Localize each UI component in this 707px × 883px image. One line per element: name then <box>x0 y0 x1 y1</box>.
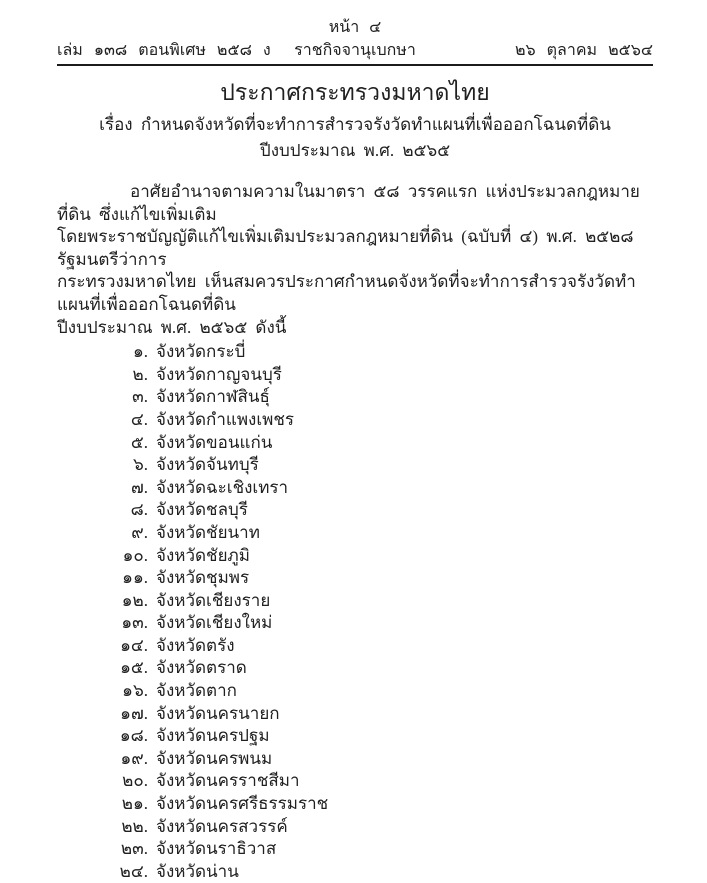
province-name: จังหวัดขอนแก่น <box>156 432 273 452</box>
province-list-item <box>57 432 653 455</box>
province-list-item <box>57 477 653 500</box>
province-number: ๒. <box>132 364 148 384</box>
province-name: จังหวัดจันทบุรี <box>156 455 259 475</box>
province-name: จังหวัดชัยภูมิ <box>156 545 250 565</box>
province-list-item <box>57 590 653 613</box>
paragraph-line: อาศัยอำนาจตามความในมาตรา ๕๘ วรรคแรก แห่งประมวลกฎหมายที่ดิน ซึ่งแก้ไขเพิ่มเติม <box>57 182 640 224</box>
province-list-item <box>57 545 653 568</box>
province-name: จังหวัดชลบุรี <box>156 500 248 520</box>
province-name: จังหวัดฉะเชิงเทรา <box>156 477 289 497</box>
province-number: ๑๗. <box>120 703 148 723</box>
province-number: ๑๑. <box>122 568 148 588</box>
province-name: จังหวัดกาฬสินธุ์ <box>156 387 270 407</box>
province-name: จังหวัดน่าน <box>156 861 239 881</box>
province-list-item <box>57 386 653 409</box>
province-number: ๑๙. <box>120 748 148 768</box>
province-list-item <box>57 612 653 635</box>
province-number: ๔. <box>130 409 148 429</box>
province-list-item <box>57 364 653 387</box>
province-number: ๑๕. <box>120 658 148 678</box>
province-list-item <box>57 816 653 839</box>
province-name: จังหวัดชุมพร <box>156 568 250 588</box>
province-list-item <box>57 657 653 680</box>
province-name: จังหวัดตรัง <box>156 635 235 655</box>
paragraph-line: กระทรวงมหาดไทย เห็นสมควรประกาศกำหนดจังหวัดที่จะทำการสำรวจรังวัดทำแผนที่เพื่อออกโฉนดที่ดิน <box>57 272 636 314</box>
province-list-item <box>57 454 653 477</box>
province-number: ๗. <box>130 477 148 497</box>
province-name: จังหวัดชัยนาท <box>156 522 260 542</box>
header-rule <box>57 64 653 66</box>
province-number: ๓. <box>132 387 148 407</box>
province-name: จังหวัดตราด <box>156 658 247 678</box>
province-number: ๑๔. <box>120 635 148 655</box>
province-number: ๕. <box>130 432 148 452</box>
province-name: จังหวัดนราธิวาส <box>156 839 277 859</box>
province-name: จังหวัดกระบี่ <box>156 342 246 362</box>
page-number: หน้า ๔ <box>328 19 382 36</box>
gazette-name: ราชกิจจานุเบกษา <box>294 42 416 59</box>
province-name: จังหวัดนครสวรรค์ <box>156 816 288 836</box>
province-name: จังหวัดตาก <box>156 681 237 701</box>
province-list-item <box>57 748 653 771</box>
province-name: จังหวัดนครราชสีมา <box>156 771 300 791</box>
province-number: ๑. <box>132 342 148 362</box>
province-number: ๑๓. <box>121 613 148 633</box>
province-number: ๒๔. <box>119 861 148 881</box>
province-number: ๘. <box>130 500 148 520</box>
province-list-item <box>57 793 653 816</box>
province-list-item <box>57 567 653 590</box>
province-list-item <box>57 838 653 861</box>
province-list-item <box>57 409 653 432</box>
province-number: ๑๒. <box>121 590 148 610</box>
publication-date: ๒๖ ตุลาคม ๒๕๖๔ <box>514 42 653 59</box>
province-number: ๑๖. <box>122 681 148 701</box>
province-name: จังหวัดกำแพงเพชร <box>156 409 295 429</box>
paragraph-line: โดยพระราชบัญญัติแก้ไขเพิ่มเติมประมวลกฎหมายที่ดิน (ฉบับที่ ๔) พ.ศ. ๒๕๒๘ รัฐมนตรีว่าการ <box>57 227 634 269</box>
province-number: ๒๑. <box>121 794 148 814</box>
province-name: จังหวัดกาญจนบุรี <box>156 364 282 384</box>
announcement-subject: เรื่อง กำหนดจังหวัดที่จะทำการสำรวจรังวัดทำแผนที่เพื่อออกโฉนดที่ดิน <box>99 115 611 134</box>
province-number: ๒๐. <box>122 771 148 791</box>
province-number: ๑๐. <box>122 545 148 565</box>
province-number: ๖. <box>132 455 148 475</box>
province-name: จังหวัดนครนายก <box>156 703 280 723</box>
province-list-item <box>57 680 653 703</box>
province-list-item <box>57 499 653 522</box>
announcement-title: ประกาศกระทรวงมหาดไทย <box>220 80 490 105</box>
province-list <box>57 341 653 883</box>
province-number: ๒๓. <box>120 839 148 859</box>
province-list-item <box>57 861 653 883</box>
province-list-item <box>57 703 653 726</box>
province-number: ๙. <box>131 522 148 542</box>
province-list-item <box>57 341 653 364</box>
province-list-item <box>57 635 653 658</box>
masthead <box>57 41 653 61</box>
province-number: ๒๒. <box>121 816 148 836</box>
province-list-item <box>57 770 653 793</box>
volume-issue-info: เล่ม ๑๓๘ ตอนพิเศษ ๒๕๘ ง <box>57 42 271 59</box>
province-list-item <box>57 725 653 748</box>
province-name: จังหวัดนครปฐม <box>156 726 270 746</box>
paragraph-line: ปีงบประมาณ พ.ศ. ๒๕๖๕ ดังนี้ <box>57 317 287 337</box>
province-list-item <box>57 522 653 545</box>
province-name: จังหวัดนครพนม <box>156 748 273 768</box>
province-number: ๑๘. <box>119 726 148 746</box>
fiscal-year-line: ปีงบประมาณ พ.ศ. ๒๕๖๕ <box>259 141 451 160</box>
province-name: จังหวัดเชียงใหม่ <box>156 613 273 633</box>
preamble-paragraph <box>57 181 653 339</box>
province-name: จังหวัดนครศรีธรรมราช <box>156 794 329 814</box>
province-name: จังหวัดเชียงราย <box>156 590 271 610</box>
